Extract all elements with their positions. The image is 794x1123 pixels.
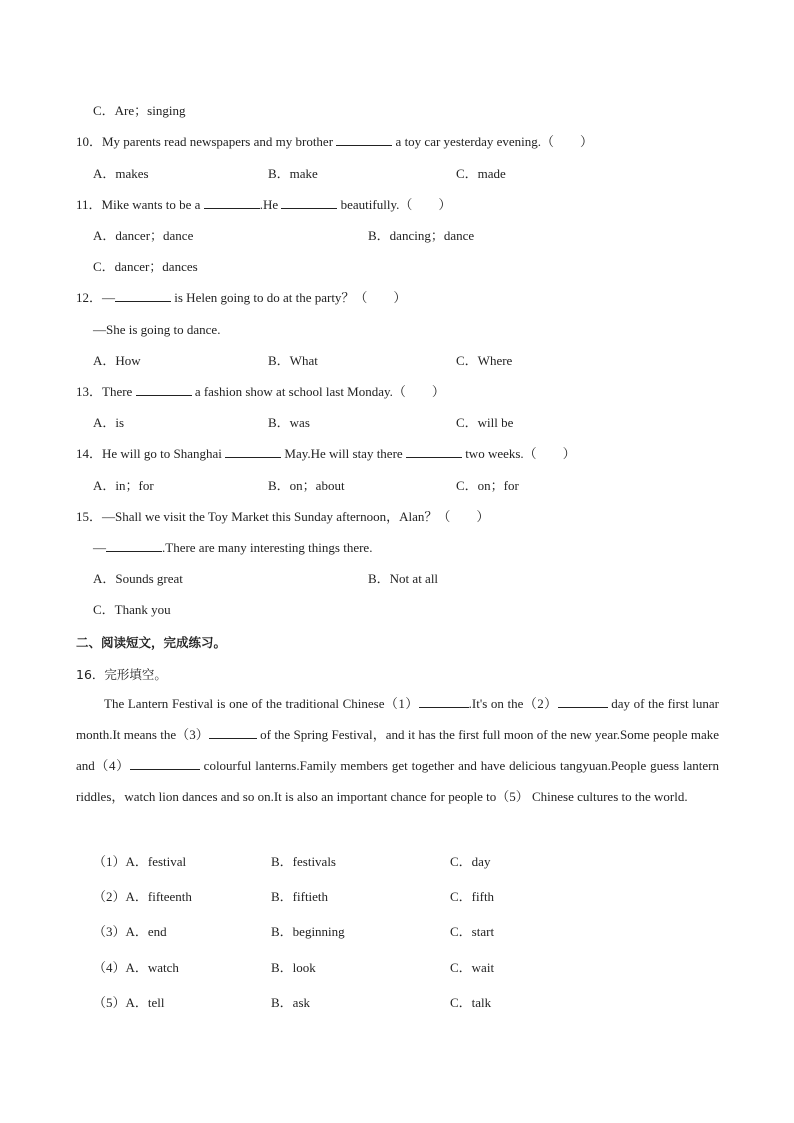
q15-answer-line [93, 540, 372, 556]
q11-option-b: B．dancing；dance [368, 228, 475, 243]
q10-option-b: B．make [268, 166, 318, 181]
q15-option-b: B．Not at all [368, 571, 439, 586]
cloze-passage [76, 688, 719, 812]
q14-text-3: two weeks.（ ） [461, 446, 576, 461]
q12-text-1: 12．— [76, 290, 116, 305]
question-15-stem: 15．—Shall we visit the Toy Market this Sunday afternoon，Alan？（ ） [76, 509, 490, 524]
q11-blank-1 [204, 197, 260, 209]
passage-text-1: The Lantern Festival is one of the traditional Chinese（1） [104, 696, 419, 711]
q16-2-option-b: B．fiftieth [271, 889, 329, 904]
q16-3-option-a: （3）A．end [93, 924, 167, 939]
q10-blank [336, 134, 392, 146]
q16-1-option-c: C．day [450, 854, 491, 869]
q14-option-a: A．in；for [93, 478, 154, 493]
q11-blank-2 [281, 197, 337, 209]
q16-2-option-c: C．fifth [450, 889, 495, 904]
passage-text-5: colourful lanterns.Family members get together and have delicious tangyuan.People guess lantern riddles，watch lion dances and so on.It is also an important chance for people to（5） Chinese cultures to the world. [76, 758, 719, 804]
q13-option-b: B．was [268, 415, 310, 430]
q14-blank-2 [406, 446, 462, 458]
passage-text-4: of the Spring Festival，and it has the first full moon of the new year.Some people make and（4） [76, 727, 719, 773]
question-14-stem [76, 446, 576, 462]
passage-blank-1 [419, 696, 469, 708]
q11-text-1: 11．Mike wants to be a [76, 197, 204, 212]
q16-5-option-b: B．ask [271, 995, 311, 1010]
q16-5-option-c: C．talk [450, 995, 492, 1010]
q10-option-a: A．makes [93, 166, 149, 181]
question-11-stem [76, 197, 451, 213]
passage-blank-4 [130, 758, 200, 770]
question-12-stem [76, 290, 406, 306]
q14-option-b: B．on；about [268, 478, 345, 493]
q13-option-c: C．will be [456, 415, 514, 430]
q16-1-option-a: （1）A．festival [93, 854, 187, 869]
q15-option-a: A．Sounds great [93, 571, 183, 586]
q12-answer-line: —She is going to dance. [93, 322, 221, 337]
q10-text-1: 10．My parents read newspapers and my brother [76, 134, 337, 149]
question-16-title: 16．完形填空。 [76, 667, 167, 682]
passage-text-3: day of the first lunar month.It means the（3） [76, 696, 719, 742]
q16-3-option-b: B．beginning [271, 924, 345, 939]
q13-option-a: A．is [93, 415, 125, 430]
q13-blank [136, 384, 192, 396]
q16-2-option-a: （2）A．fifteenth [93, 889, 192, 904]
q10-option-c: C．made [456, 166, 506, 181]
q16-5-option-a: （5）A．tell [93, 995, 165, 1010]
q14-text-2: May.He will stay there [281, 446, 406, 461]
q14-text-1: 14．He will go to Shanghai [76, 446, 226, 461]
q15-text-2: .There are many interesting things there. [162, 540, 373, 555]
q15-text-1: — [93, 540, 106, 555]
passage-text-2: .It's on the（2） [468, 696, 558, 711]
q14-option-c: C．on；for [456, 478, 519, 493]
q12-text-2: is Helen going to do at the party？（ ） [171, 290, 407, 305]
q11-option-a: A．dancer；dance [93, 228, 194, 243]
q11-text-2: .He [259, 197, 282, 212]
q12-option-b: B．What [268, 353, 318, 368]
q16-4-option-b: B．look [271, 960, 316, 975]
section-2-title: 二、阅读短文，完成练习。 [76, 635, 227, 650]
question-10-stem [76, 134, 593, 150]
q14-blank-1 [225, 446, 281, 458]
passage-blank-2 [558, 696, 608, 708]
q13-text-2: a fashion show at school last Monday.（ ） [191, 384, 445, 399]
q15-option-c: C．Thank you [93, 602, 171, 617]
q13-text-1: 13．There [76, 384, 136, 399]
q16-1-option-b: B．festivals [271, 854, 336, 869]
q16-3-option-c: C．start [450, 924, 495, 939]
q15-blank [106, 540, 162, 552]
q12-blank [115, 290, 171, 302]
q12-option-a: A．How [93, 353, 141, 368]
q9-option-c: C．Are；singing [93, 103, 186, 118]
q16-4-option-a: （4）A．watch [93, 960, 179, 975]
question-13-stem [76, 384, 445, 400]
q11-text-3: beautifully.（ ） [337, 197, 452, 212]
q10-text-2: a toy car yesterday evening.（ ） [392, 134, 594, 149]
q11-option-c: C．dancer；dances [93, 259, 198, 274]
passage-blank-3 [209, 727, 257, 739]
q12-option-c: C．Where [456, 353, 513, 368]
q16-4-option-c: C．wait [450, 960, 495, 975]
